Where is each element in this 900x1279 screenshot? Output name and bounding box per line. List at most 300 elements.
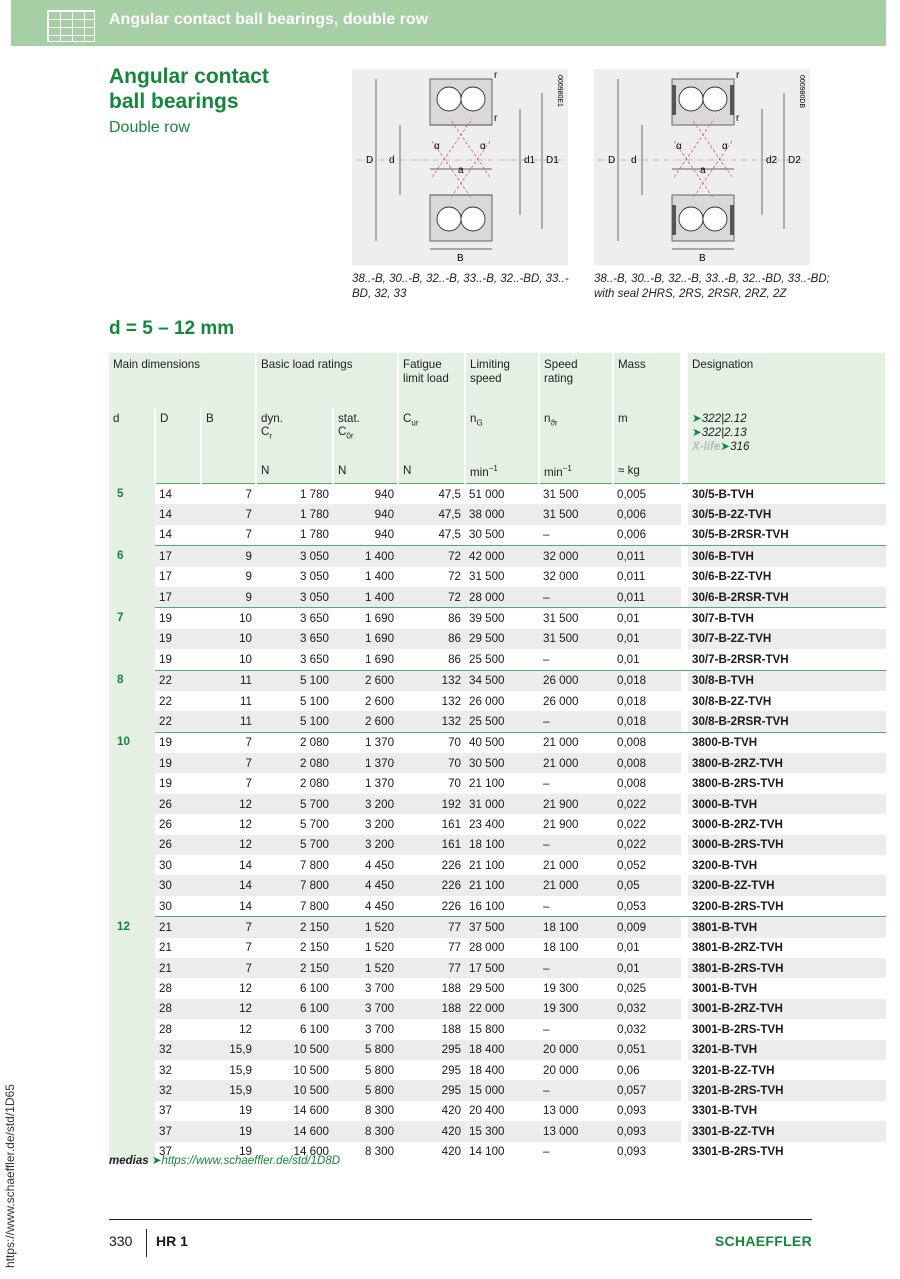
cell-D: 14 — [155, 504, 201, 524]
cell-Cr: 2 150 — [299, 941, 329, 955]
bore-diameter: 12 — [109, 917, 155, 1162]
cell-Cr: 3 050 — [256, 587, 333, 608]
bore-diameter: 8 — [109, 670, 155, 732]
cell-ntr: 20 000 — [543, 1063, 579, 1077]
cell-C0r: 3 200 — [333, 794, 398, 814]
header-ntr: $n_{ϑr}$ — [539, 407, 613, 464]
cell-Cr: 14 600 — [293, 1104, 329, 1118]
cell-Cur: 161 — [398, 835, 465, 855]
bearing-table — [109, 353, 887, 1162]
cell-designation: 3301-B-TVH — [692, 1104, 758, 1118]
cell-D: 26 — [159, 817, 172, 831]
cell-Cr: 3 050 — [256, 546, 333, 567]
table-row — [109, 1019, 886, 1039]
table-row — [109, 504, 886, 524]
cell-C0r: 4 450 — [365, 899, 395, 913]
cell-nG: 34 500 — [465, 670, 539, 691]
cell-designation: 3801-B-TVH — [688, 917, 886, 938]
cell-designation: 3001-B-2RS-TVH — [692, 1022, 784, 1036]
table-row — [109, 1080, 886, 1100]
cell-Cur: 47,5 — [398, 504, 465, 524]
cell-nG: 21 100 — [469, 777, 505, 791]
cell-B: 10 — [239, 652, 252, 666]
cell-designation: 30/8-B-TVH — [688, 670, 886, 691]
cell-Cur: 132 — [398, 711, 465, 732]
cell-Cr: 5 100 — [256, 670, 333, 691]
cell-B: 15,9 — [229, 1063, 252, 1077]
cell-ntr: 31 500 — [539, 484, 613, 505]
cell-nG: 18 400 — [469, 1063, 505, 1077]
table-row — [109, 855, 886, 875]
cell-ntr: 21 000 — [539, 732, 613, 753]
cell-designation: 3800-B-2RS-TVH — [692, 777, 784, 791]
cell-C0r: 4 450 — [365, 858, 395, 872]
column-gap — [681, 855, 688, 875]
cell-Cr: 5 100 — [256, 711, 333, 732]
cell-B: 7 — [201, 753, 256, 773]
cell-mass: 0,009 — [613, 917, 681, 938]
cell-D: 32 — [155, 1080, 201, 1100]
cell-ntr: 32 000 — [539, 546, 613, 567]
cell-Cur: 226 — [398, 875, 465, 895]
cell-Cr: 5 700 — [256, 835, 333, 855]
cell-nG: 40 500 — [465, 732, 539, 753]
cell-D: 28 — [155, 999, 201, 1019]
cell-D: 28 — [159, 982, 172, 996]
figure-label: d — [631, 155, 637, 166]
cell-Cur: 86 — [448, 652, 462, 666]
cell-nG: 38 000 — [465, 504, 539, 524]
cell-D: 22 — [155, 711, 201, 732]
cell-C0r: 1 370 — [333, 732, 398, 753]
bore-diameter: 7 — [109, 608, 155, 670]
cell-designation: 30/6-B-TVH — [688, 546, 886, 567]
cell-Cur: 77 — [398, 917, 465, 938]
cell-C0r: 1 400 — [333, 546, 398, 567]
column-gap — [681, 484, 688, 505]
cell-C0r: 1 690 — [365, 652, 395, 666]
cell-D: 32 — [159, 1063, 172, 1077]
cell-Cur: 188 — [441, 982, 462, 996]
figure-label: B — [457, 253, 464, 264]
cell-C0r: 5 800 — [365, 1063, 395, 1077]
cell-designation: 3000-B-TVH — [688, 794, 886, 814]
table-row — [109, 814, 886, 834]
cell-D: 21 — [159, 941, 172, 955]
cell-B: 19 — [201, 1121, 256, 1141]
cell-C0r: 5 800 — [333, 1080, 398, 1100]
cell-B: 7 — [201, 958, 256, 978]
figure-code: 000980E1 — [556, 75, 563, 107]
column-gap — [681, 504, 688, 524]
figure-label: r — [494, 113, 498, 124]
cell-B: 15,9 — [201, 1080, 256, 1100]
cell-Cr: 2 080 — [299, 777, 329, 791]
table-row — [109, 794, 886, 814]
figure-label: B — [699, 253, 706, 264]
cell-ntr: – — [543, 1145, 550, 1159]
cell-nG: 17 500 — [465, 958, 539, 978]
cell-Cr: 3 650 — [256, 629, 333, 649]
cell-mass: 0,093 — [613, 1121, 681, 1141]
header-basic-load-ratings: Basic load ratings — [256, 353, 398, 407]
cell-D: 32 — [155, 1040, 201, 1060]
cell-designation: 3801-B-2RS-TVH — [688, 958, 886, 978]
cell-D: 37 — [159, 1104, 172, 1118]
cell-B: 12 — [239, 982, 252, 996]
column-gap — [681, 999, 688, 1019]
header-stat: stat. $C_{0r}$ — [333, 407, 398, 464]
cell-Cr: 3 650 — [299, 652, 329, 666]
cell-Cur: 132 — [398, 670, 465, 691]
cell-D: 26 — [155, 794, 201, 814]
table-row — [109, 938, 886, 958]
page-title: Angular contact ball bearings — [109, 65, 269, 113]
cell-Cr: 2 150 — [256, 958, 333, 978]
cell-B: 7 — [201, 504, 256, 524]
cell-mass: 0,051 — [613, 1040, 681, 1060]
cell-Cur: 70 — [398, 753, 465, 773]
cell-designation: 3801-B-2RZ-TVH — [692, 941, 783, 955]
cell-nG: 14 100 — [469, 1145, 505, 1159]
table-body — [109, 484, 886, 1162]
cell-Cr: 7 800 — [299, 899, 329, 913]
cell-B: 12 — [201, 835, 256, 855]
cell-nG: 16 100 — [469, 899, 505, 913]
footer-divider — [146, 1229, 147, 1257]
cell-C0r: 1 400 — [333, 587, 398, 608]
cell-mass: 0,018 — [617, 694, 647, 708]
table-row — [109, 958, 886, 978]
cell-ntr: – — [539, 711, 613, 732]
cell-B: 14 — [239, 858, 252, 872]
cell-C0r: 1 690 — [333, 608, 398, 629]
cell-B: 12 — [201, 999, 256, 1019]
cell-designation: 30/7-B-2Z-TVH — [688, 629, 886, 649]
cell-nG: 21 100 — [465, 875, 539, 895]
cell-Cr: 5 700 — [256, 794, 333, 814]
cell-designation: 30/5-B-2Z-TVH — [688, 504, 886, 524]
cell-B: 14 — [239, 899, 252, 913]
cell-designation: 3301-B-2RS-TVH — [692, 1145, 784, 1159]
figure-label: α — [722, 141, 728, 152]
header-ng: $n_G$ — [465, 407, 539, 464]
figure-label: d2 — [766, 155, 778, 166]
cell-Cur: 72 — [448, 570, 462, 584]
cell-nG: 51 000 — [465, 484, 539, 505]
cell-ntr: 31 500 — [539, 504, 613, 524]
cell-C0r: 940 — [374, 528, 395, 542]
column-gap — [681, 1080, 688, 1100]
cell-designation: 30/8-B-2RSR-TVH — [688, 711, 886, 732]
side-url[interactable]: https://www.schaeffler.de/std/1D65 — [3, 1084, 17, 1268]
cell-mass: 0,01 — [613, 629, 681, 649]
column-gap — [681, 1121, 688, 1141]
column-gap — [681, 1040, 688, 1060]
cell-C0r: 1 370 — [333, 753, 398, 773]
cell-designation: 3201-B-2Z-TVH — [692, 1063, 775, 1077]
cell-nG: 39 500 — [465, 608, 539, 629]
cell-B: 7 — [245, 941, 252, 955]
figure-label: a — [700, 165, 706, 176]
cell-C0r: 5 800 — [333, 1040, 398, 1060]
cell-ntr: 13 000 — [543, 1104, 579, 1118]
cell-designation: 30/5-B-2RSR-TVH — [692, 528, 789, 542]
cell-designation: 30/7-B-2RSR-TVH — [692, 652, 789, 666]
cell-Cr: 7 800 — [256, 875, 333, 895]
cell-Cur: 77 — [398, 958, 465, 978]
column-gap — [681, 773, 688, 793]
table-row — [109, 978, 886, 998]
cell-ntr: 21 000 — [539, 753, 613, 773]
cell-D: 14 — [155, 484, 201, 505]
table-row — [109, 1040, 886, 1060]
cell-D: 21 — [155, 958, 201, 978]
unit-n: N — [398, 464, 465, 484]
figure-caption: 38..-B, 30..-B, 32..-B, 33..-B, 32..-BD, 33..-BD; with seal 2HRS, 2RS, 2RSR, 2RZ, 2Z — [594, 273, 830, 300]
cell-designation: 30/8-B-2Z-TVH — [692, 694, 772, 708]
cell-D: 14 — [159, 528, 172, 542]
column-gap — [681, 1060, 688, 1080]
figure-label: r — [736, 70, 740, 81]
cell-B: 10 — [201, 608, 256, 629]
table-row — [109, 917, 886, 938]
cell-ntr: – — [539, 1080, 613, 1100]
cell-mass: 0,006 — [617, 528, 647, 542]
cell-mass: 0,05 — [613, 875, 681, 895]
cell-Cr: 3 650 — [256, 608, 333, 629]
figure-label: r — [494, 70, 498, 81]
arrow-icon: ➤ — [692, 412, 702, 425]
cell-mass: 0,011 — [617, 570, 646, 584]
cell-Cur: 188 — [441, 1022, 462, 1036]
cell-ntr: 18 100 — [543, 941, 579, 955]
cell-B: 7 — [245, 777, 252, 791]
arrow-icon: ➤ — [692, 426, 702, 439]
cell-D: 22 — [159, 694, 172, 708]
column-gap — [681, 649, 688, 670]
cell-B: 14 — [201, 875, 256, 895]
figure-label: r — [736, 113, 740, 124]
column-gap — [681, 608, 688, 629]
cell-ntr: 13 000 — [539, 1121, 613, 1141]
cell-Cur: 226 — [441, 858, 462, 872]
table-row — [109, 546, 886, 567]
figure-label: D1 — [546, 155, 559, 166]
header-main-dimensions: Main dimensions — [109, 353, 256, 407]
cell-Cur: 70 — [398, 732, 465, 753]
cell-nG: 25 500 — [469, 652, 505, 666]
cell-C0r: 940 — [333, 504, 398, 524]
cell-C0r: 8 300 — [365, 1104, 395, 1118]
cell-designation: 3800-B-2RZ-TVH — [688, 753, 886, 773]
cell-B: 11 — [201, 711, 256, 732]
cell-ntr: 20 000 — [539, 1040, 613, 1060]
table-row — [109, 525, 886, 546]
table-row — [109, 587, 886, 608]
cell-D: 19 — [155, 732, 201, 753]
figure-caption: 38..-B, 30..-B, 32..-B, 33..-B, 32..-BD, 33..-BD, 32, 33 — [352, 273, 569, 300]
unit-kg: ≈ kg — [613, 464, 681, 484]
bore-diameter: 6 — [109, 546, 155, 608]
table-row — [109, 773, 886, 793]
cell-ntr: – — [543, 899, 550, 913]
cell-Cr: 5 100 — [299, 694, 329, 708]
medias-link[interactable]: medias ➤https://www.schaeffler.de/std/1D8D — [109, 1155, 341, 1167]
header-designation: Designation — [688, 353, 886, 407]
page-subtitle: Double row — [109, 119, 190, 136]
document-id: HR 1 — [156, 1233, 188, 1249]
cell-nG: 29 500 — [469, 982, 505, 996]
cell-nG: 15 300 — [465, 1121, 539, 1141]
cell-D: 19 — [159, 777, 172, 791]
column-gap — [681, 732, 688, 753]
cell-D: 17 — [159, 570, 172, 584]
cell-mass: 0,01 — [617, 652, 640, 666]
cell-D: 26 — [155, 835, 201, 855]
cell-Cr: 6 100 — [299, 982, 329, 996]
column-gap — [681, 546, 688, 567]
cell-ntr: 26 000 — [543, 694, 579, 708]
column-gap — [681, 978, 688, 998]
cell-D: 21 — [155, 917, 201, 938]
cell-B: 11 — [201, 670, 256, 691]
table-row — [109, 608, 886, 629]
column-gap — [681, 794, 688, 814]
cell-D: 19 — [155, 629, 201, 649]
column-gap — [681, 835, 688, 855]
table-row — [109, 484, 886, 505]
cell-Cur: 86 — [398, 608, 465, 629]
cell-Cur: 70 — [448, 777, 462, 791]
cell-ntr: 26 000 — [539, 670, 613, 691]
figure-label: α — [480, 141, 486, 152]
header-m: m — [613, 407, 681, 464]
header-B: B — [201, 407, 256, 464]
cell-C0r: 1 370 — [365, 777, 395, 791]
cell-C0r: 1 520 — [333, 958, 398, 978]
cell-Cr: 14 600 — [293, 1145, 329, 1159]
table-row — [109, 835, 886, 855]
cell-nG: 18 400 — [465, 1040, 539, 1060]
cell-B: 10 — [201, 629, 256, 649]
cell-mass: 0,008 — [613, 732, 681, 753]
cell-mass: 0,053 — [617, 899, 647, 913]
cell-nG: 31 000 — [465, 794, 539, 814]
cell-Cr: 2 150 — [256, 917, 333, 938]
cell-C0r: 1 690 — [333, 629, 398, 649]
cell-C0r: 1 520 — [333, 917, 398, 938]
cell-Cur: 161 — [441, 817, 462, 831]
xlife-logo: X-life — [692, 440, 721, 453]
table-row — [109, 670, 886, 691]
cell-C0r: 2 600 — [333, 670, 398, 691]
cell-B: 9 — [245, 570, 252, 584]
cell-ntr: 21 900 — [543, 817, 579, 831]
cell-Cur: 420 — [441, 1104, 462, 1118]
cell-Cur: 188 — [398, 999, 465, 1019]
table-row — [109, 896, 886, 917]
cell-mass: 0,052 — [617, 858, 647, 872]
cell-mass: 0,025 — [617, 982, 647, 996]
cell-mass: 0,01 — [613, 608, 681, 629]
cell-C0r: 2 600 — [333, 711, 398, 732]
figure-label: D — [366, 155, 374, 166]
cell-designation: 3000-B-2RZ-TVH — [692, 817, 783, 831]
cell-nG: 25 500 — [465, 711, 539, 732]
cell-designation: 3001-B-2RZ-TVH — [688, 999, 886, 1019]
cell-Cur: 295 — [398, 1040, 465, 1060]
cell-mass: 0,01 — [613, 958, 681, 978]
bearing-drawing-sealed — [594, 69, 810, 265]
cell-Cr: 7 800 — [299, 858, 329, 872]
cell-mass: 0,006 — [613, 504, 681, 524]
cell-ntr: 21 900 — [539, 794, 613, 814]
cell-C0r: 940 — [333, 484, 398, 505]
cell-Cur: 77 — [448, 941, 462, 955]
arrow-icon: ➤ — [151, 1155, 162, 1167]
cell-nG: 30 500 — [465, 753, 539, 773]
cell-C0r: 1 520 — [365, 941, 395, 955]
cell-nG: 18 100 — [465, 835, 539, 855]
column-gap — [681, 875, 688, 895]
cell-designation: 30/6-B-2RSR-TVH — [688, 587, 886, 608]
cell-ntr: 19 300 — [543, 982, 579, 996]
cell-C0r: 2 600 — [365, 694, 395, 708]
cell-B: 7 — [245, 528, 252, 542]
cell-C0r: 8 300 — [365, 1145, 395, 1159]
cell-B: 12 — [201, 794, 256, 814]
cell-ntr: 31 500 — [539, 629, 613, 649]
cell-Cur: 192 — [398, 794, 465, 814]
cell-Cur: 295 — [398, 1080, 465, 1100]
cell-nG: 29 500 — [465, 629, 539, 649]
table-row — [109, 691, 886, 711]
cell-designation: 3301-B-2Z-TVH — [688, 1121, 886, 1141]
cell-B: 9 — [201, 546, 256, 567]
cell-ntr: – — [543, 652, 550, 666]
cell-ntr: 19 300 — [539, 999, 613, 1019]
column-gap — [681, 629, 688, 649]
cell-mass: 0,06 — [617, 1063, 640, 1077]
cell-B: 11 — [239, 694, 252, 708]
cell-mass: 0,011 — [613, 546, 681, 567]
cell-ntr: 21 000 — [543, 858, 579, 872]
cell-mass: 0,008 — [613, 753, 681, 773]
unit-n: N — [333, 464, 398, 484]
cell-mass: 0,032 — [613, 999, 681, 1019]
figure-label: D2 — [788, 155, 801, 166]
table-row — [109, 711, 886, 732]
table-row — [109, 999, 886, 1019]
cell-nG: 15 000 — [465, 1080, 539, 1100]
table-row — [109, 1121, 886, 1141]
cell-B: 19 — [239, 1104, 252, 1118]
cell-Cr: 14 600 — [256, 1121, 333, 1141]
unit-rpm: $\min^{-1}$ — [539, 464, 613, 484]
cell-designation: 3200-B-TVH — [692, 858, 758, 872]
cell-C0r: 3 700 — [365, 982, 395, 996]
header-fatigue-limit-load: Fatigue limit load — [398, 353, 465, 407]
cell-Cur: 47,5 — [398, 484, 465, 505]
cell-Cur: 47,5 — [438, 528, 462, 542]
grid-icon — [47, 10, 95, 42]
cell-Cr: 6 100 — [299, 1022, 329, 1036]
column-gap — [681, 753, 688, 773]
table-row — [109, 567, 886, 587]
cell-Cr: 1 780 — [256, 504, 333, 524]
cell-B: 15,9 — [201, 1040, 256, 1060]
